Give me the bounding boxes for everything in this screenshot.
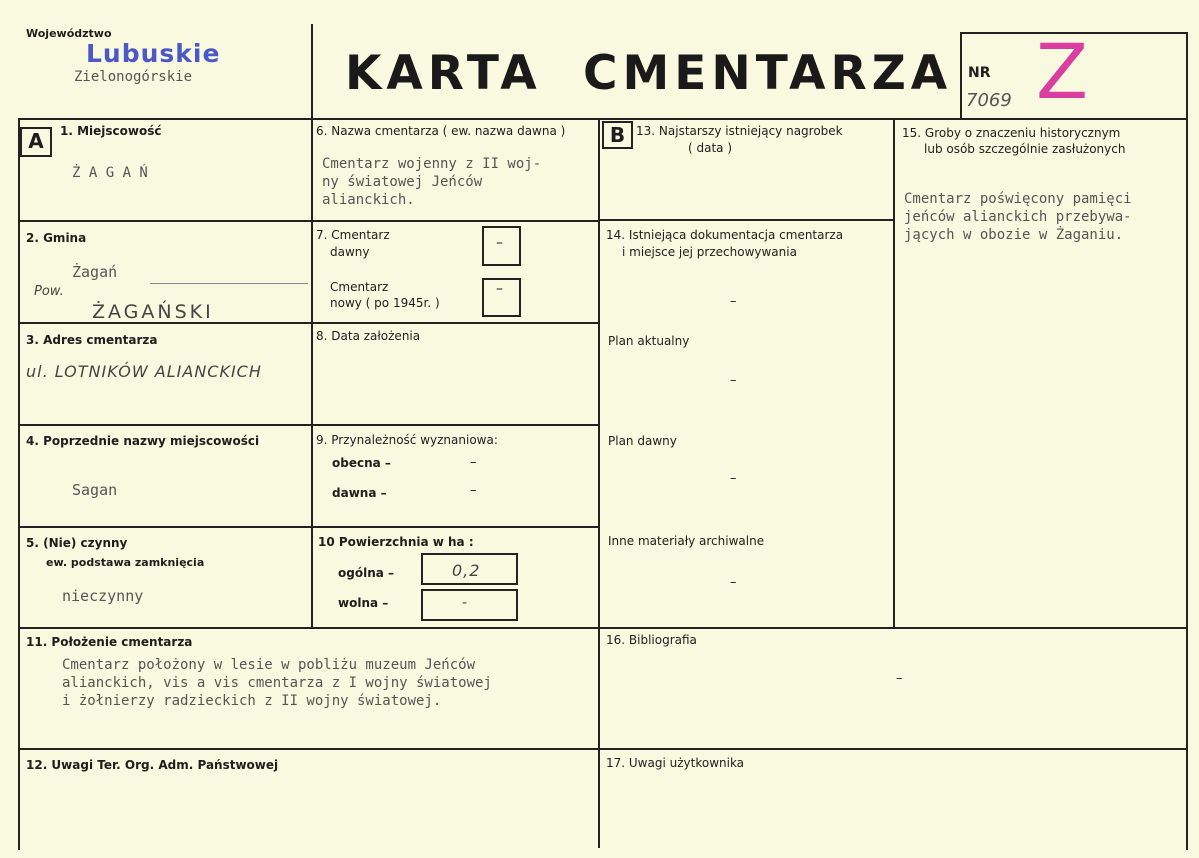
field-15-value: Cmentarz poświęcony pamięci jeńców alianckich przebywa- jących w obozie w Żaganiu. [904,191,1132,243]
field-4-label: 4. Poprzednie nazwy miejscowości [26,434,260,448]
field-14-inne-label: Inne materiały archiwalne [608,534,765,548]
divider [18,424,598,426]
field-15-sublabel: lub osób szczególnie zasłużonych [924,142,1126,156]
field-7-nowy-value: – [496,281,503,297]
field-5-value: nieczynny [62,587,144,605]
field-1-value: Ż A G A Ń [72,165,148,181]
field-9-label: 9. Przynależność wyznaniowa: [316,433,498,447]
nr-value: 7069 [966,90,1012,111]
section-a-marker: A [20,127,52,157]
section-b-marker: B [602,121,633,149]
field-14-plan-dawny-label: Plan dawny [608,434,677,448]
field-16-value: – [896,671,903,686]
field-14-label: 14. Istniejąca dokumentacja cmentarza [606,228,844,242]
field-13-label: 13. Najstarszy istniejący nagrobek [636,124,843,138]
field-10-wolna-label: wolna – [338,596,389,610]
field-3-value: ul. LOTNIKÓW ALIANCKICH [26,362,262,381]
field-7-nowy-label: Cmentarz [330,280,389,294]
field-10-wolna-value: - [462,595,471,611]
divider [18,118,20,850]
divider [18,748,1187,750]
field-7-dawny-label: dawny [330,245,370,259]
divider [18,627,1187,629]
field-2-label: 2. Gmina [26,231,87,245]
nr-mark: Z [1036,27,1089,116]
divider [18,118,1187,120]
field-7-nowy-sublabel: nowy ( po 1945r. ) [330,296,440,310]
nr-label: NR [968,65,991,81]
field-11-label: 11. Położenie cmentarza [26,635,193,649]
field-11-value: Cmentarz położony w lesie w pobliżu muzeum Jeńców alianckich, vis a vis cmentarza z I wojny światowej i żołnierzy radzieckich z II wojny światowej. [62,657,492,709]
field-17-label: 17. Uwagi użytkownika [606,756,745,770]
field-14-plan-aktualny-value: – [730,373,737,388]
field-10-ogolna-value: 0,2 [452,561,481,580]
field-13-sublabel: ( data ) [688,141,733,155]
card-title: KARTA CMENTARZA [345,46,953,101]
field-1-label: 1. Miejscowość [60,124,162,138]
field-5-label: 5. (Nie) czynny [26,536,128,550]
divider [18,220,598,222]
field-9-dawna-value: – [470,483,477,498]
field-14-plan-aktualny-label: Plan aktualny [608,334,690,348]
field-3-label: 3. Adres cmentarza [26,333,158,347]
field-12-label: 12. Uwagi Ter. Org. Adm. Państwowej [26,758,279,772]
field-6-value: Cmentarz wojenny z II woj- ny światowej Jeńców alianckich. [322,156,542,208]
field-8-label: 8. Data założenia [316,329,421,343]
field-5-sublabel: ew. podstawa zamknięcia [46,556,205,569]
field-14-inne-value: – [730,575,737,590]
field-10-label: 10 Powierzchnia w ha : [318,535,474,549]
field-10-ogolna-label: ogólna – [338,566,395,580]
field-9-obecna-value: – [470,455,477,470]
field-9-obecna-label: obecna – [332,456,391,470]
wojewodztwo-old-stamp: Zielonogórskie [74,69,193,85]
divider [598,118,600,848]
divider [960,32,962,118]
divider [18,526,598,528]
field-14-plan-dawny-value: – [730,471,737,486]
field-9-dawna-label: dawna – [332,486,387,500]
field-7-dawny-value: – [496,235,503,251]
field-2-pow-label: Pow. [34,284,64,299]
wojewodztwo-stamp: Lubuskie [86,39,221,68]
divider [893,118,895,628]
field-2-pow-value: ŻAGAŃSKI [92,301,214,323]
field-14-value: – [730,294,737,309]
field-16-label: 16. Bibliografia [606,633,697,647]
divider [1186,32,1188,850]
field-7-label: 7. Cmentarz [316,228,390,242]
field-6-label: 6. Nazwa cmentarza ( ew. nazwa dawna ) [316,124,566,138]
field-15-label: 15. Groby o znaczeniu historycznym [902,126,1121,140]
divider [598,219,894,221]
field-14-sublabel: i miejsce jej przechowywania [622,245,797,259]
wojewodztwo-label: Województwo [26,27,112,40]
field-2-underline [150,283,308,284]
field-2-value: Żagań [72,263,118,281]
divider [311,24,313,628]
field-4-value: Sagan [72,481,118,499]
